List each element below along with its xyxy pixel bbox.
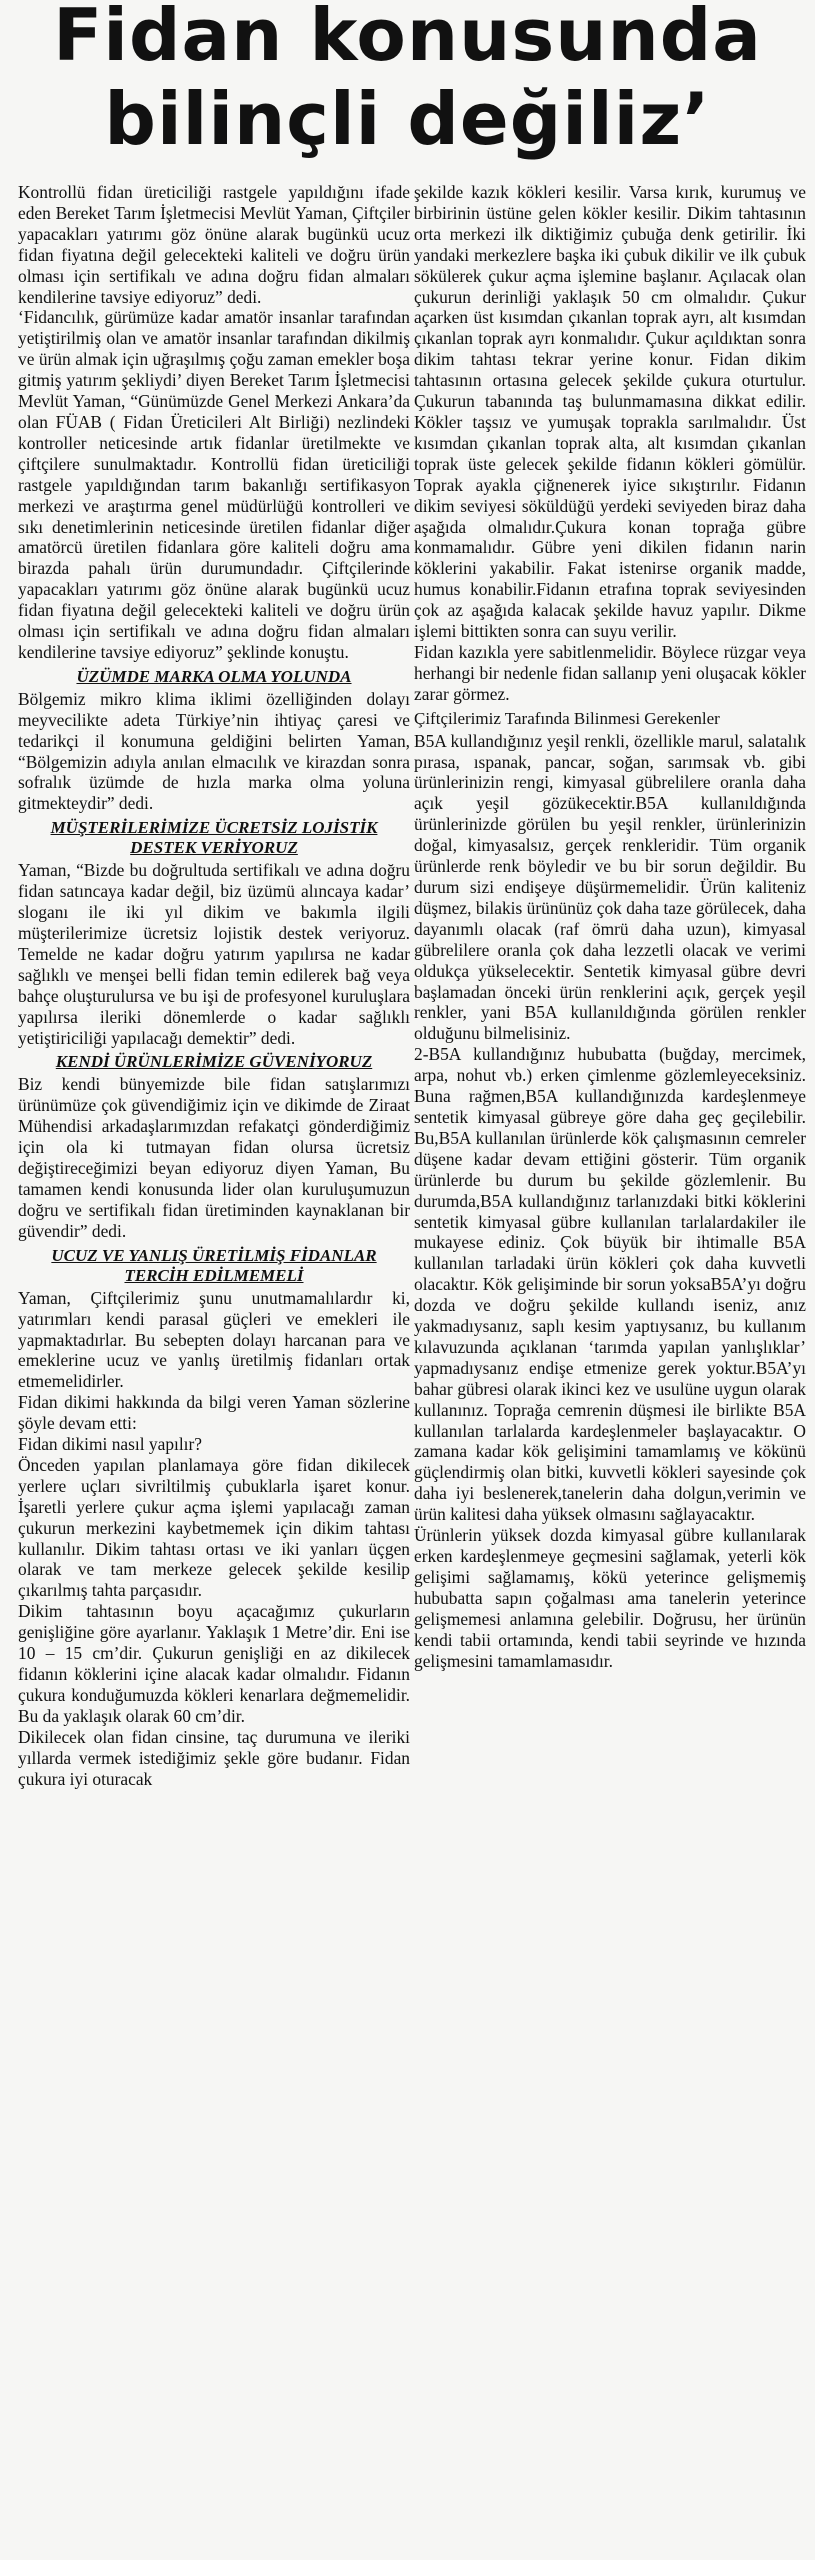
left-paragraph: ‘Fidancılık, gürümüze kadar amatör insanlar tarafından yetiştirilmiş olan ve amatör insanlar tarafından dikilmiş ve ürün almak için uğraşılmış çoğu zaman emekler boşa gitmiş yatırım şekliydi’ diyen Bereket Tarım İşletmecisi Mevlüt Yaman, “Günümüzde Genel Merkezi Ankara’da olan FÜAB ( Fidan Üreticileri Alt Birliği) nezlindeki kontroller neticesinde artık fidanlar üretilmekte ve çiftçilere sunulmaktadır. Kontrollü fidan üreticiliği rastgele yapıldığından tarım bakanlığı sertifikasyon merkezi ve araştırma genel müdürlüğü kontrolleri ve sıkı denetimlerinin neticesinde üretilen fidanlar diğer amatörcü üretilen fidanlara göre kaliteli doğru ama birazda pahalı ürün durumundadır. Çiftçilerinde yapacakları yatırımı göz önüne alarak bugünkü ucuz fidan fiyatına değil gelecekteki kaliteli ve doğru ürün olması için sertifikalı ve adına doğru fidan almaları kendilerine tavsiye ediyoruz” şeklinde konuştu.: [18, 307, 410, 662]
left-paragraph: Bölgemiz mikro klima iklimi özelliğinden dolayı meyvecilikte adeta Türkiye’nin ihtiyaç çaresi ve tedarikçi il konumuna geldiğini belirten Yaman, “Bölgemizin adıyla anılan elmacılık ve kirazdan sonra sofralık üzümde de hızla marka olma yoluna gitmekteydir” dedi.: [18, 688, 410, 814]
left-paragraph: Dikim tahtasının boyu açacağımız çukurların genişliğine göre ayarlanır. Yaklaşık 1 Metre’dir. Eni ise 10 – 15 cm’dir. Çukurun genişliği en az dikilecek fidanın köklerini içine alacak kadar olmalıdır. Fidanın çukura konduğumuzda kökleri kenarlara değmemelidir. Bu da yaklaşık olarak 60 cm’dir.: [18, 1601, 410, 1726]
right-paragraph: B5A kullandığınız yeşil renkli, özellikle marul, salatalık pırasa, ıspanak, pancar, soğan, sarımsak vb. gibi ürünlerinizin rengi, kimyasal gübrelilere oranla daha açık yeşil gözükecektir.B5A kullanıldığında ürünlerinizde görülen bu yeşil renkler, ürünlerinizin doğal, kimyasalsız, gerçek renkleridir. Tüm organik ürünlerde renk böyledir ve bu bir sorun değildir. Bu durum sizi endişeye düşürmemelidir. Ürün kaliteniz düşmez, bilakis ürününüz çok daha taze görülecek, daha dayanımlı olacak (raf ömrü daha uzun), kimyasal gübrelilere oranla çok daha lezzetli olacak ve verimi oldukça yükselecektir. Sentetik kimyasal gübre devri başlamadan önceki ürün renklerini açık, gerçek yeşil renkler, yani B5A kullanıldığında görülen renkler olduğunu bilmelisiniz.: [414, 730, 806, 1044]
right-paragraph: şekilde kazık kökleri kesilir. Varsa kırık, kurumuş ve birbirinin üstüne gelen kökler kesilir. Dikim tahtasının orta merkezi ilk diktiğimiz çubuğa denk getirilir. İki yandaki merkezlere başka iki çubuk dikilir ve ilk çubuk sökülerek çukur açma işlemine başlanır. Açılacak olan çukurun derinliği yaklaşık 50 cm olmalıdır. Çukur açarken üst kısımdan çıkanlan toprak ayrı, alt kısımdan çıkanlan toprak ayrı konmalıdır. Çukur açıldıktan sonra dikim tahtası tekrar yerine konur. Fidan dikim tahtasının ortasına gelecek şekilde çukura oturtulur. Çukurun tabanında taş bulunmamasına dikkat edilir. Kökler taşsız ve yumuşak toprakla sarılmalıdır. Üst kısımdan çıkanlan toprak alta, alt kısımdan çıkanlan toprak üste gelecek şekilde fidanın kökleri gömülür. Toprak ayakla çiğnenerek iyice sıkıştırılır. Fidanın dikim seviyesi söküldüğü yerdeki seviyeden biraz daha aşağıda olmalıdır.Çukura konan toprağa gübre konmamalıdır. Gübre yeni dikilen fidanın narin köklerini yakabilir. Fakat istenirse organik madde, humus konabilir.Fidanın etrafına toprak seviyesinden çok az aşağıda kalacak şekilde havuz yapılır. Dikme işlemi bittikten sonra can suyu verilir.: [414, 182, 806, 642]
headline-line-1: Fidan konusunda: [53, 0, 762, 77]
left-subheading: MÜŞTERİLERİMİZE ÜCRETSİZ LOJİSTİK DESTEK VERİYORUZ: [50, 818, 378, 858]
left-paragraph: Dikilecek olan fidan cinsine, taç durumuna ve ileriki yıllarda vermek istediğimiz şekle göre budanır. Fidan çukura iyi oturacak: [18, 1726, 410, 1789]
headline-line-2: bilinçli değiliz’: [104, 77, 711, 161]
left-paragraph: Önceden yapılan planlamaya göre fidan dikilecek yerlere uçları sivriltilmiş çubuklarla işaret konur. İşaretli yerlere çukur açma işlemi yapılacağı zaman çukurun merkezini kaybetmemek için dikim tahtası kullanılır. Dikim tahtası ortası ve iki yanları üçgen olarak ve tam merkeze gelecek şekilde kesilip çıkarılmış tahta parçasıdır.: [18, 1454, 410, 1601]
left-paragraph: Kontrollü fidan üreticiliği rastgele yapıldığını ifade eden Bereket Tarım İşletmecisi Mevlüt Yaman, Çiftçiler yapacakları yatırımı göz önüne alarak bugünkü ucuz fidan fiyatına değil gelecekteki kaliteli ve doğru ürün olması için sertifikalı ve adına doğru fidan almaları kendilerine tavsiye ediyoruz” dedi.: [18, 182, 410, 307]
right-paragraph: Ürünlerin yüksek dozda kimyasal gübre kullanılarak erken kardeşlenmeye geçmesini sağlamak, yeterli kök gelişimi sağlamamış, kökü yeterince gelişmemiş hububatta sapın çoğalması ama tanelerin yeterince gelişmemesi anlamına gelebilir. Doğrusu, her ürünün kendi tabii ortamında, kendi tabii seyrinde ve hızında gelişmesini tamamlamasıdır.: [414, 1525, 806, 1671]
left-paragraph: Biz kendi bünyemizde bile fidan satışlarımızı ürünümüze çok güvendiğimiz için ve dikimde de Ziraat Mühendisi arkadaşlarımızdan refakatçi gönderdiğimiz için ola ki tutmayan fidan olursa ücretsiz değiştireceğimizi beyan ediyoruz diyen Yaman, Bu tamamen kendi konusunda lider olan kuruluşumuzun doğru ve sertifikalı fidan üretiminden kaynaklanan bir güvendir” dedi.: [18, 1074, 410, 1241]
left-paragraph: Fidan dikimi hakkında da bilgi veren Yaman sözlerine şöyle devam etti:: [18, 1392, 410, 1434]
left-subheading: ÜZÜMDE MARKA OLMA YOLUNDA: [76, 666, 352, 686]
left-subheading: UCUZ VE YANLIŞ ÜRETİLMİŞ FİDANLAR TERCİH EDİLMEMELİ: [51, 1245, 377, 1285]
right-subheading: Çiftçilerimiz Tarafında Bilinmesi Gerekenler: [414, 708, 720, 728]
right-paragraph: Fidan kazıkla yere sabitlenmelidir. Böylece rüzgar veya herhangi bir nedenle fidan sallanıp yeni oluşacak kökler zarar görmez.: [414, 641, 806, 704]
left-paragraph: Yaman, “Bizde bu doğrultuda sertifikalı ve adına doğru fidan satıncaya kadar değil, biz üzümü alıncaya kadar’ sloganı ile iki yıl dikim ve bakımla ilgili müşterilerimize ücretsiz lojistik destek veriyoruz. Temelde ne kadar doğru yatırım yapılırsa ne kadar sağlıklı ve menşei belli fidan temin edilerek bağ veya bahçe oluşturulursa ve bu işi de profesyonel kuruluşlara yapılırsa ileriki dönemlerde o kadar sağlıklı yetiştiriciliği yapılacağı demektir” dedi.: [18, 860, 410, 1048]
left-paragraph: Yaman, Çiftçilerimiz şunu unutmamalılardır ki, yatırımları kendi parasal güçleri ve emekleri ile yapmaktadırlar. Bu sebepten dolayı harcanan para ve emeklerine ucuz ve yanlış üretilmiş fidanları ortak etmemelidirler.: [18, 1287, 410, 1392]
left-column: [18, 182, 410, 2558]
left-paragraph: Fidan dikimi nasıl yapılır?: [18, 1434, 203, 1455]
right-column: [414, 182, 806, 2558]
right-paragraph: 2-B5A kullandığınız hububatta (buğday, mercimek, arpa, nohut vb.) erken çimlenme gözlemleyeceksiniz. Buna rağmen,B5A kullandığınızda kardeşlenmeye sentetik kimyasal gübreye göre daha geç geçilebilir. Bu,B5A kullanılan ürünlerde kök çalışmasının cemreler düşene kadar devam ettiğini gösterir. Tüm organik ürünlerde bu durum bu şekilde gözlemlenir. Bu durumda,B5A kullandığınız tarlanızdaki bitki köklerini sentetik kimyasal gübre kullanılan tarlalardakiler ile mukayese ediniz. Çok büyük bir ihtimalle B5A kullanılan tarladaki ürün kökleri çok daha kuvvetli olacaktır. Kök gelişiminde bir sorun yoksaB5A’yı doğru dozda ve doğru şekilde kullandı iseniz, anız yakmadıysanız, saplı kesim yaptıysanız, bu kullanım kılavuzunda açıklanan ‘tarımda yapılan yanlışlıklar’ yapmadıysanız endişe etmenize gerek yoktur.B5A’yı bahar gübresi olarak ikinci kez ve usulüne uygun olarak kullanınız. Toprağa cemrenin düşmesi ile birlikte B5A kullanılan tarlalarda kardeşlenmeler başlayacaktır. O zamana kadar kök gelişimini tamamlamış ve kökünü güçlendirmiş olan bitki, kuvvetli kökleri sayesinde çok daha iyi beslenerek,tanelerin daha dolgun,verimin ve ürün kalitesi daha yüksek olmasını sağlayacaktır.: [414, 1044, 806, 1525]
left-subheading: KENDİ ÜRÜNLERİMİZE GÜVENİYORUZ: [55, 1052, 373, 1072]
